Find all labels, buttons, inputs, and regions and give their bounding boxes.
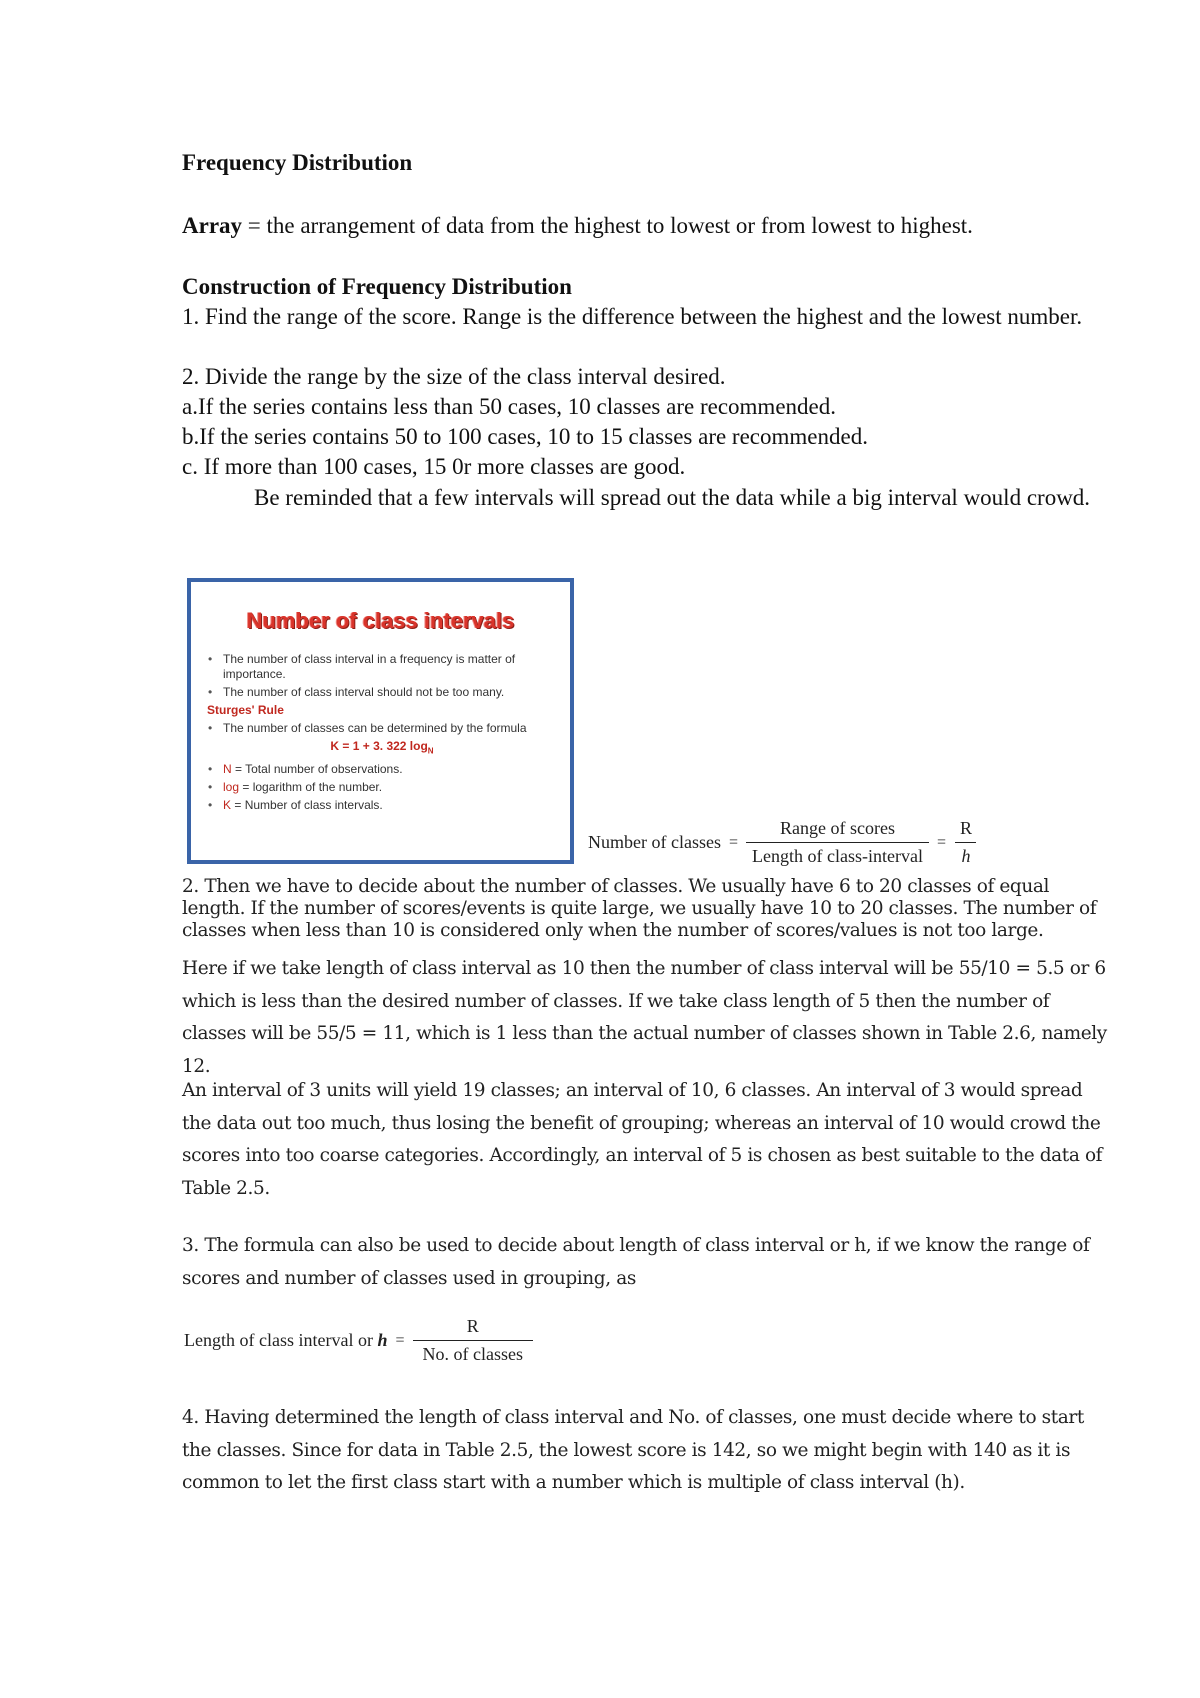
slide-definition (207, 780, 557, 795)
definition-text: = logarithm of the number. (239, 780, 383, 795)
fraction-denominator: Length of class-interval (746, 842, 929, 867)
equals-sign: = (728, 833, 738, 851)
number-of-classes-formula (588, 818, 978, 867)
paragraph-step-2: 2. Then we have to decide about the number of classes. We usually have 6 to 20 classes of equal length. If the number of scores/events is quite large, we usually have 10 to 20 classes. The number of classes when less than 10 is considered only when the number of scores/values is not too large. (182, 876, 1097, 941)
construction-item-b: b.If the series contains 50 to 100 cases, 10 to 15 classes are recommended. (182, 424, 868, 449)
paragraph-step-3: 3. The formula can also be used to decide about length of class interval or h, if we know the range of scores and number of classes used in grouping, as (182, 1235, 1090, 1289)
definition-key: log (223, 780, 240, 795)
slide-image (187, 578, 574, 864)
construction-step-2: 2. Divide the range by the size of the class interval desired. (182, 364, 726, 389)
definition-text: = Number of class intervals. (231, 798, 383, 813)
slide-definition (207, 798, 557, 813)
array-definition (182, 211, 1102, 241)
page-title: Frequency Distribution (182, 150, 413, 175)
sturges-formula-text: K = 1 + 3. 322 log (330, 739, 428, 753)
slide-bullet: • The number of class interval in a frequency is matter of importance. (207, 652, 557, 682)
slide-definition (207, 762, 557, 777)
formula-label: Length of class interval or (184, 1330, 373, 1350)
fraction-r-over-classes (413, 1316, 533, 1365)
paragraph-here: Here if we take length of class interval as 10 then the number of class interval will be 55/10 = 5.5 or 6 which is less than the desired number of classes. If we take class length of 5 then the number of classes will be 55/5 = 11, which is 1 less than the actual number of classes shown in Table 2.6, namely 12. (182, 958, 1107, 1077)
construction-heading: Construction of Frequency Distribution (182, 274, 572, 299)
array-term: Array (182, 213, 243, 238)
definition-text: = Total number of observations. (231, 762, 403, 777)
fraction-numerator: Range of scores (779, 818, 895, 838)
fraction-numerator: R (466, 1316, 479, 1336)
slide-title: Number of class intervals (246, 608, 515, 633)
sturges-formula (207, 739, 557, 758)
definition-key: N (223, 762, 232, 777)
formula-variable: h (377, 1330, 388, 1350)
sturges-rule-label: Sturges' Rule (207, 703, 284, 717)
slide-bullet: • The number of class interval should not be too many. (207, 685, 557, 700)
length-of-class-interval-formula (184, 1316, 533, 1365)
fraction-denominator: No. of classes (413, 1340, 533, 1365)
equals-sign: = (395, 1331, 405, 1349)
equals-sign: = (936, 833, 946, 851)
paragraph-step-4: 4. Having determined the length of class interval and No. of classes, one must decide where to start the classes. Since for data in Table 2.5, the lowest score is 142, so we might begin with 140 as it is common to let the first class start with a number which is multiple of class interval (h). (182, 1407, 1084, 1493)
array-text: = the arrangement of data from the highest to lowest or from lowest to highest. (242, 213, 973, 238)
formula-label: Number of classes (588, 832, 721, 852)
slide-bullet: • The number of classes can be determined by the formula (207, 721, 557, 736)
fraction-numerator: R (959, 818, 972, 838)
fraction-denominator: h (955, 842, 976, 867)
definition-key: K (223, 798, 232, 813)
fraction-r-over-h (954, 818, 978, 867)
construction-item-c: c. If more than 100 cases, 15 0r more classes are good. (182, 454, 686, 479)
construction-reminder: Be reminded that a few intervals will spread out the data while a big interval would crowd. (254, 485, 1091, 510)
paragraph-interval: An interval of 3 units will yield 19 classes; an interval of 10, 6 classes. An interval of 3 would spread the data out too much, thus losing the benefit of grouping; whereas an interval of 10 would crowd the scores into too coarse categories. Accordingly, an interval of 5 is chosen as best suitable to the data of Table 2.5. (182, 1080, 1103, 1199)
sturges-formula-sub: N (427, 746, 434, 756)
construction-item-a: a.If the series contains less than 50 cases, 10 classes are recommended. (182, 394, 836, 419)
fraction-range-over-length (746, 818, 929, 867)
slide-bullet-list (207, 652, 557, 816)
construction-step-1: 1. Find the range of the score. Range is the difference between the highest and the lowest number. (182, 304, 1083, 329)
